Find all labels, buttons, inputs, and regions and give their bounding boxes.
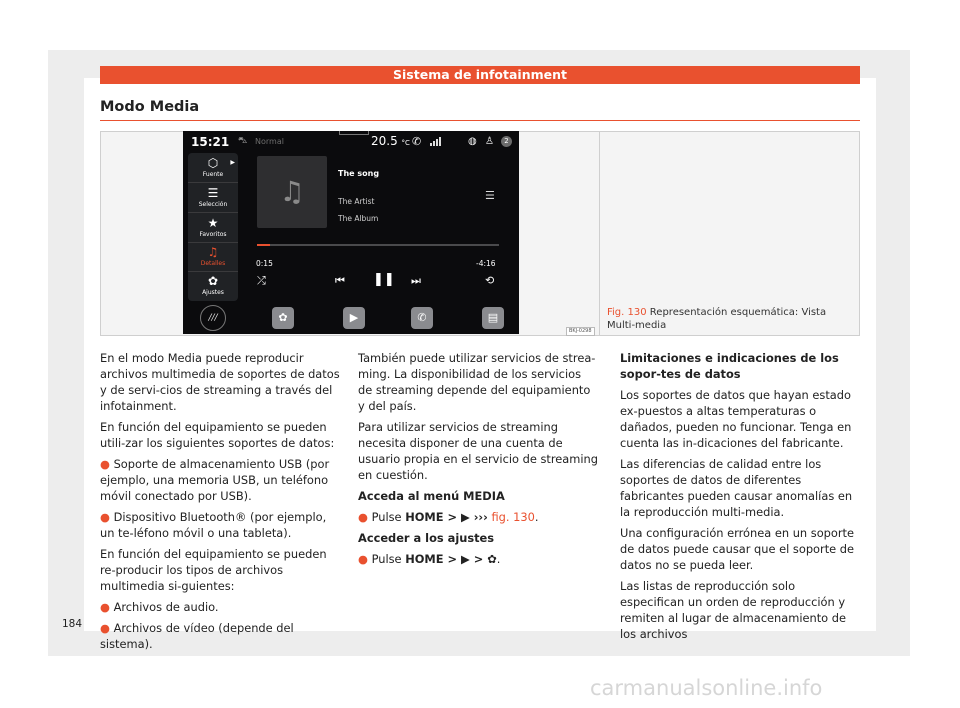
star-icon: ★ — [207, 216, 219, 230]
bullet-item: ● Archivos de vídeo (depende del sistema). — [100, 621, 294, 651]
subheading: Acceder a los ajustes — [358, 531, 495, 545]
album-art — [257, 156, 327, 228]
pause-icon[interactable]: ❚❚ — [373, 272, 395, 287]
column-1 — [100, 350, 340, 657]
sidebar-item-fuente[interactable] — [188, 153, 238, 183]
paragraph: Para utilizar servicios de streaming necesita disponer de una cuenta de usuario propia en el servicio de streaming en cuestión. — [358, 420, 598, 482]
bullet-item: ● Archivos de audio. — [100, 600, 219, 614]
figure-code: BKJ-0298 — [566, 327, 595, 336]
progress-fill — [257, 244, 270, 246]
temperature: 20.5 °C — [371, 134, 410, 148]
status-bar — [183, 131, 519, 153]
shuffle-icon[interactable]: ⤮ — [257, 274, 266, 287]
playlist-icon[interactable]: ☰ — [485, 189, 495, 202]
bullet-icon: ● — [358, 510, 372, 524]
cube-icon: ⬡ — [207, 156, 219, 170]
bullet-icon: ● — [100, 510, 114, 524]
bullet-icon: ● — [100, 621, 114, 635]
remaining-time: -4:16 — [476, 259, 496, 268]
user-icon: ♙ — [485, 136, 494, 147]
sidebar-item-seleccion[interactable] — [188, 183, 238, 213]
sidebar-item-label: Selección — [198, 201, 228, 208]
bullet-item: ● Dispositivo Bluetooth® (por ejemplo, un te-léfono móvil o una tableta). — [100, 510, 327, 540]
artist-name: The Artist — [338, 197, 375, 206]
infotainment-screen — [183, 131, 519, 334]
sidebar-item-label: Ajustes — [202, 289, 224, 296]
title-divider — [100, 120, 860, 121]
song-title: The song — [338, 169, 380, 178]
phone-icon: ✆ — [412, 135, 422, 148]
progress-bar[interactable] — [257, 244, 499, 246]
elapsed-time: 0:15 — [256, 259, 273, 268]
gear-icon: ✿ — [207, 274, 219, 288]
step-item: ● Pulse HOME > ▶ ››› fig. 130. — [358, 510, 539, 524]
sidebar-item-label: Favoritos — [199, 231, 227, 238]
section-title: Modo Media — [100, 99, 200, 115]
bullet-item: ● Soporte de almacenamiento USB (por ejemplo, una memoria USB, un teléfono móvil conectado por USB). — [100, 457, 330, 503]
phone-icon[interactable]: ✆ — [411, 307, 433, 329]
chapter-banner: Sistema de infotainment — [100, 66, 860, 84]
paragraph: También puede utilizar servicios de strea-ming. La disponibilidad de los servicios de streaming depende del equipamiento y del país. — [358, 351, 596, 413]
step-item: ● Pulse HOME > ▶ > ✿. — [358, 552, 501, 566]
paragraph: Las listas de reproducción solo especifican un orden de reproducción y remiten al lugar de almacenamiento de los archivos — [620, 579, 847, 641]
media-sidebar — [188, 153, 238, 301]
sidebar-item-detalles[interactable] — [188, 242, 238, 272]
paragraph: Una configuración errónea en un soporte de datos puede causar que el soporte de datos no se pueda leer. — [620, 526, 855, 572]
watermark: carmanualsonline.info — [590, 676, 823, 700]
pull-down-handle[interactable] — [339, 131, 369, 135]
music-note-icon: ♫ — [207, 245, 219, 259]
figure-caption-text: Representación esquemática: Vista Multi-media — [607, 307, 827, 331]
sidebar-item-label: Detalles — [200, 260, 226, 267]
figure-link[interactable]: fig. 130 — [491, 510, 535, 524]
apps-icon[interactable]: ▤ — [482, 307, 504, 329]
subheading: Acceda al menú MEDIA — [358, 489, 505, 503]
figure-divider — [599, 131, 600, 336]
previous-icon[interactable]: ⏮ — [335, 274, 345, 287]
globe-icon: ◍ — [468, 136, 477, 147]
page-number: 184 — [62, 618, 83, 630]
car-icon: ⛍ — [238, 136, 248, 146]
figure-label: Fig. 130 — [607, 307, 647, 318]
sidebar-item-ajustes[interactable] — [188, 271, 238, 301]
sidebar-item-label: Fuente — [202, 171, 224, 178]
bullet-icon: ● — [100, 457, 114, 471]
column-3 — [620, 350, 860, 647]
repeat-icon[interactable]: ⟲ — [485, 274, 495, 287]
home-dock — [183, 301, 519, 334]
column-2 — [358, 350, 598, 572]
media-play-icon[interactable]: ▶ — [343, 307, 365, 329]
notification-badge: 2 — [501, 136, 512, 147]
bullet-icon: ● — [100, 600, 114, 614]
paragraph: Las diferencias de calidad entre los soportes de datos de diferentes fabricantes pueden causar anomalías en la reproducción multi-media. — [620, 457, 853, 519]
clock: 15:21 — [191, 135, 230, 149]
figure-caption — [607, 306, 855, 332]
menu-icon[interactable]: /// — [200, 305, 226, 331]
paragraph: Los soportes de datos que hayan estado ex-puestos a altas temperaturas o dañados, pueden no funcionar. Tenga en cuenta las in-dicaciones del fabricante. — [620, 388, 852, 450]
paragraph: En el modo Media puede reproducir archivos multimedia de soportes de datos y de servi-cios de streaming a través del infotainment. — [100, 351, 340, 413]
drive-mode: Normal — [255, 137, 284, 146]
list-icon: ☰ — [207, 186, 219, 200]
play-small-icon: ▶ — [230, 159, 235, 166]
bullet-icon: ● — [358, 552, 372, 566]
settings-icon[interactable]: ✿ — [272, 307, 294, 329]
signal-icon — [430, 137, 444, 146]
album-name: The Album — [338, 214, 379, 223]
music-note-icon: ♫ — [279, 175, 305, 208]
sidebar-item-favoritos[interactable] — [188, 213, 238, 243]
paragraph: En función del equipamiento se pueden utili-zar los siguientes soportes de datos: — [100, 420, 335, 450]
subheading: Limitaciones e indicaciones de los sopor-tes de datos — [620, 351, 839, 381]
paragraph: En función del equipamiento se pueden re-producir los tipos de archivos multimedia si-guientes: — [100, 547, 327, 593]
next-icon[interactable]: ⏭ — [411, 274, 421, 287]
